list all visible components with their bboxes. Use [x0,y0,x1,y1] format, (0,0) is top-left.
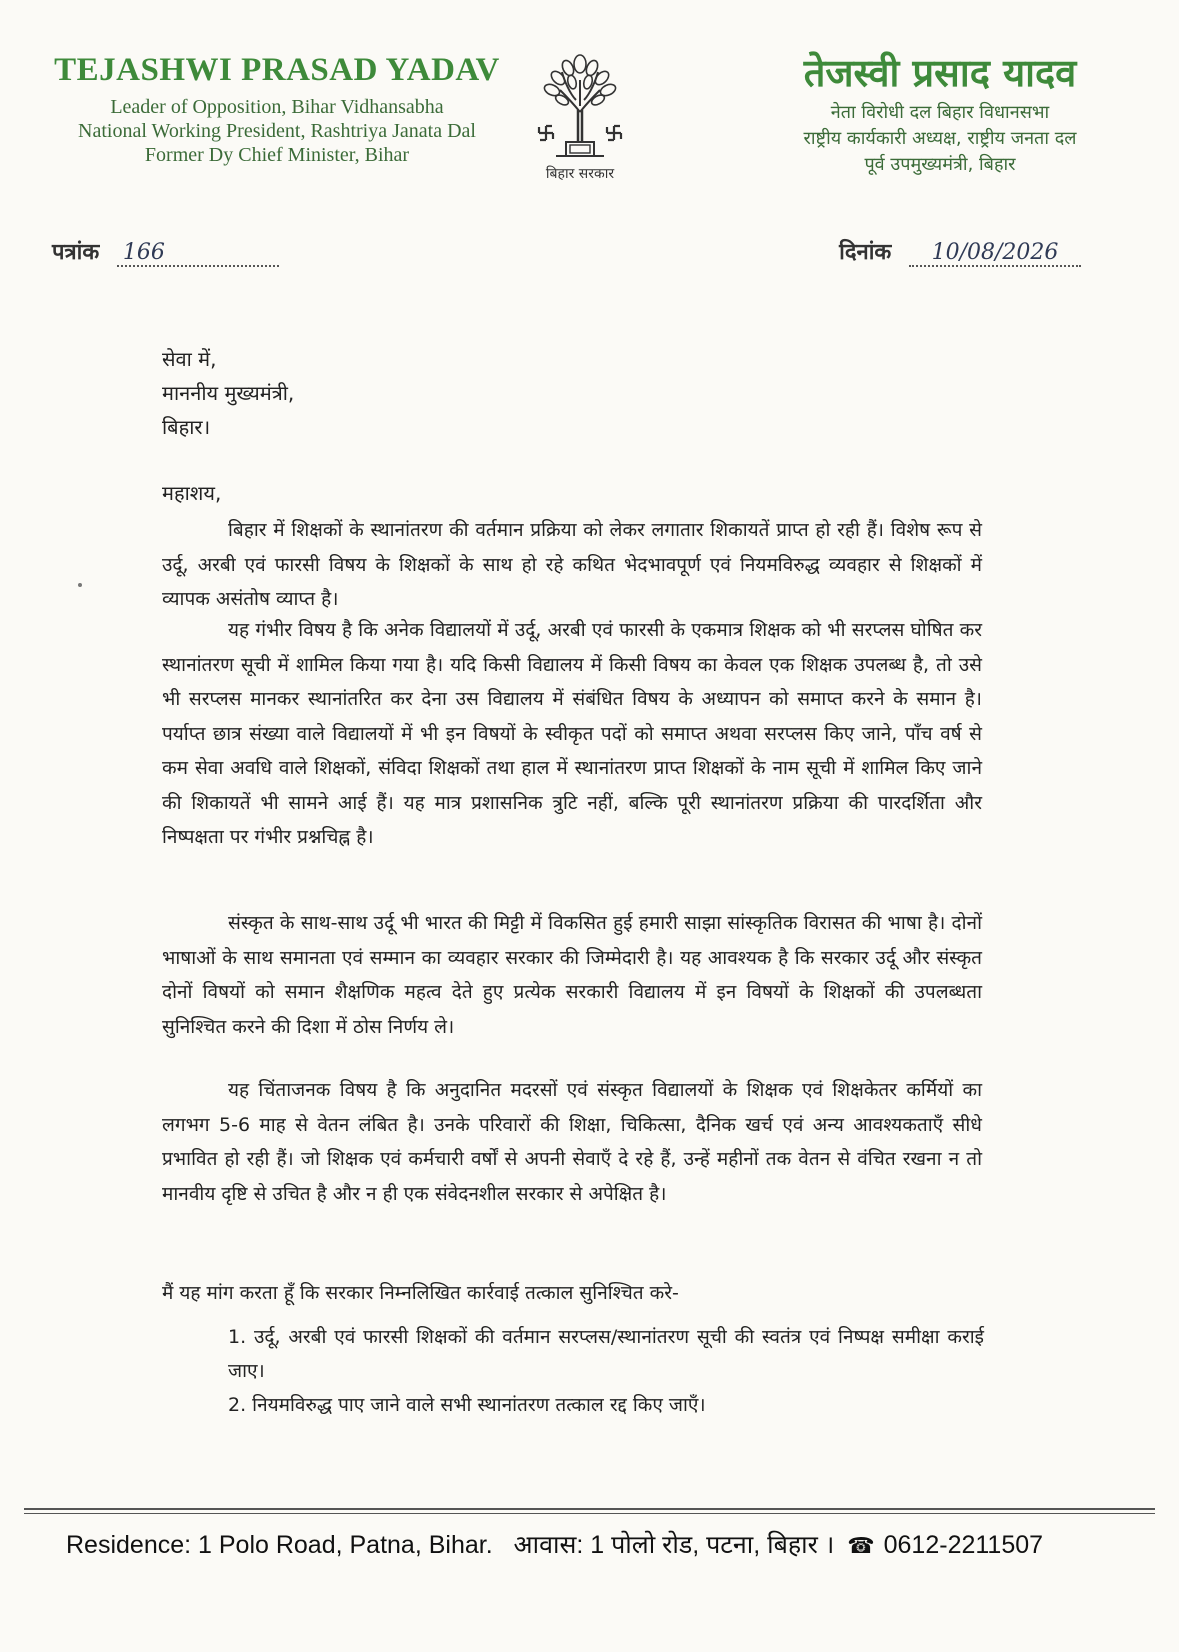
reference-number-value: 166 [122,240,165,265]
bihar-emblem [528,50,632,190]
recipient-address-line: सेवा में, [162,347,217,371]
sender-title-line-hindi: राष्ट्रीय कार्यकारी अध्यक्ष, राष्ट्रीय जनता दल [803,128,1077,149]
letter-date-field [909,240,1081,267]
body-paragraph: यह चिंताजनक विषय है कि अनुदानित मदरसों एवं संस्कृत विद्यालयों के शिक्षक एवं शिक्षकेतर कर्मियों का लगभग 5-6 माह से वेतन लंबित है। उनके परिवारों की शिक्षा, चिकित्सा, दैनिक खर्च एवं अन्य आवश्यकताएँ सीधे प्रभावित हो रही हैं। जो शिक्षक एवं कर्मचारी वर्षों से अपनी सेवाएँ दे रहे हैं, उन्हें महीनों तक वेतन से वंचित रखना न तो मानवीय दृष्टि से उचित है और न ही एक संवेदनशील सरकार से अपेक्षित है। [162,1079,982,1205]
footer-address-hindi: आवास: 1 पोलो रोड, पटना, बिहार । [513,1531,835,1559]
reference-number [52,236,279,267]
body-paragraph: यह गंभीर विषय है कि अनेक विद्यालयों में उर्दू, अरबी एवं फारसी के एकमात्र शिक्षक को भी सरप्लस घोषित कर स्थानांतरण सूची में शामिल किया गया है। यदि किसी विद्यालय में किसी विषय का केवल एक शिक्षक उपलब्ध है, तो उसे भी सरप्लस मानकर स्थानांतरित कर देना उस विद्यालय में संबंधित विषय के अध्यापन को समाप्त करने के समान है। पर्याप्त छात्र संख्या वाले विद्यालयों में भी इन विषयों के स्वीकृत पदों को समाप्त अथवा सरप्लस किए जाने, पाँच वर्ष से कम सेवा अवधि वाले शिक्षकों, संविदा शिक्षकों तथा हाल में स्थानांतरण प्राप्त शिक्षकों के नाम सूची में शामिल किए जाने की शिकायतें भी सामने आई हैं। यह मात्र प्रशासनिक त्रुटि नहीं, बल्कि पूरी स्थानांतरण प्रक्रिया की पारदर्शिता और निष्पक्षता पर गंभीर प्रश्नचिह्न है। [162,619,982,848]
demand-item: 1. उर्दू, अरबी एवं फारसी शिक्षकों की वर्तमान सरप्लस/स्थानांतरण सूची की स्वतंत्र एवं निष्पक्ष समीक्षा कराई जाए। [228,1326,984,1382]
footer-phone: 0612-2211507 [883,1531,1044,1559]
footer-address-english: Residence: 1 Polo Road, Patna, Bihar. [66,1531,493,1559]
phone-icon: ☎ [847,1533,875,1558]
letter-date [839,236,1081,267]
letterhead [0,0,1179,210]
letter-date-value: 10/08/2026 [931,240,1059,265]
recipient-address-line: माननीय मुख्यमंत्री, [162,381,295,405]
salutation: महाशय, [162,481,222,505]
sender-title-line: Former Dy Chief Minister, Bihar [144,144,410,166]
demand-list [228,1320,984,1422]
footer-divider [24,1513,1155,1514]
reference-number-label: पत्रांक [52,240,100,265]
sender-title-line: National Working President, Rashtriya Janata Dal [78,120,476,142]
body-paragraph: बिहार में शिक्षकों के स्थानांतरण की वर्तमान प्रक्रिया को लेकर लगातार शिकायतें प्राप्त हो रही हैं। विशेष रूप से उर्दू, अरबी एवं फारसी विषय के शिक्षकों के साथ हो रहे कथित भेदभावपूर्ण एवं नियमविरुद्ध व्यवहार से शिक्षकों में व्यापक असंतोष व्याप्त है। [162,519,982,610]
sender-title-line-hindi: पूर्व उपमुख्यमंत्री, बिहार [864,154,1016,175]
sender-title-line-hindi: नेता विरोधी दल बिहार विधानसभा [830,102,1050,123]
sender-name-english: TEJASHWI PRASAD YADAV [54,52,500,88]
bodhi-tree-emblem-icon [532,50,628,162]
reference-number-field [117,240,279,267]
sender-title-line: Leader of Opposition, Bihar Vidhansabha [110,96,444,118]
sender-name-hindi: तेजस्वी प्रसाद यादव [803,51,1077,95]
scan-speck [78,583,82,587]
letterhead-english [52,52,502,167]
footer-contact [66,1527,1043,1561]
letter-date-label: दिनांक [839,240,892,265]
letterhead-hindi [720,46,1160,178]
emblem-caption: बिहार सरकार [545,166,615,182]
recipient-address [162,342,982,444]
footer-divider [24,1508,1155,1510]
recipient-address-line: बिहार। [162,415,211,439]
demand-intro: मैं यह मांग करता हूँ कि सरकार निम्नलिखित कार्रवाई तत्काल सुनिश्चित करे- [162,1282,679,1304]
body-paragraph: संस्कृत के साथ-साथ उर्दू भी भारत की मिट्टी में विकसित हुई हमारी साझा सांस्कृतिक विरासत की भाषा है। दोनों भाषाओं के साथ समानता एवं सम्मान का व्यवहार सरकार की जिम्मेदारी है। यह आवश्यक है कि सरकार उर्दू और संस्कृत दोनों विषयों को समान शैक्षणिक महत्व देते हुए प्रत्येक सरकारी विद्यालय में इन विषयों के शिक्षकों की उपलब्धता सुनिश्चित करने की दिशा में ठोस निर्णय ले। [162,912,982,1038]
demand-item: 2. नियमविरुद्ध पाए जाने वाले सभी स्थानांतरण तत्काल रद्द किए जाएँ। [228,1394,706,1416]
